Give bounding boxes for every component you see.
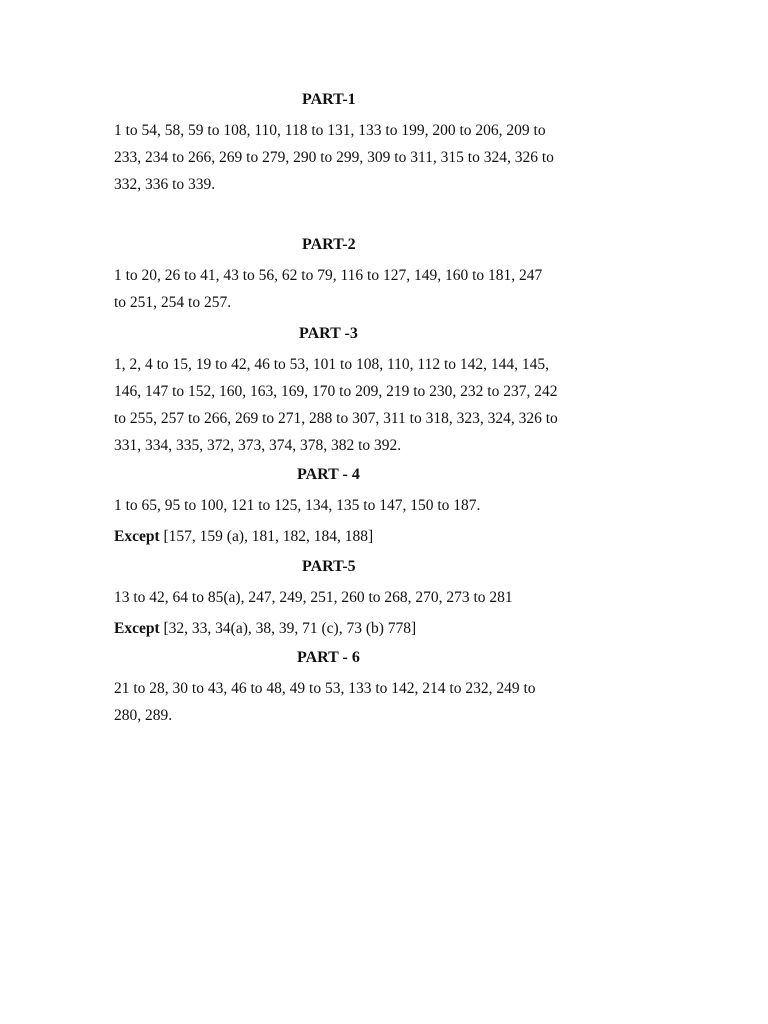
part-2-text — [114, 262, 604, 316]
part-4-heading: PART - 4 — [297, 466, 360, 483]
part-3-heading: PART -3 — [299, 325, 358, 342]
part-2-line: 1 to 20, 26 to 41, 43 to 56, 62 to 79, 116 to 127, 149, 160 to 181, 247 — [114, 267, 543, 284]
part-1-text — [114, 117, 604, 198]
part-4-text — [114, 492, 604, 519]
part-1-line: 233, 234 to 266, 269 to 279, 290 to 299, 309 to 311, 315 to 324, 326 to — [114, 149, 554, 166]
part-5-except-text: [32, 33, 34(a), 38, 39, 71 (c), 73 (b) 778] — [159, 620, 417, 637]
part-3-line: 1, 2, 4 to 15, 19 to 42, 46 to 53, 101 to 108, 110, 112 to 142, 144, 145, — [114, 356, 550, 373]
part-1-heading: PART-1 — [302, 91, 356, 108]
part-5-line: 13 to 42, 64 to 85(a), 247, 249, 251, 260 to 268, 270, 273 to 281 — [114, 589, 513, 606]
part-1-line: 332, 336 to 339. — [114, 176, 216, 193]
part-5-except-label: Except — [114, 620, 160, 637]
part-3-line: 146, 147 to 152, 160, 163, 169, 170 to 209, 219 to 230, 232 to 237, 242 — [114, 383, 558, 400]
part-5-text — [114, 584, 604, 611]
part-5-except — [114, 615, 604, 642]
part-6-line: 21 to 28, 30 to 43, 46 to 48, 49 to 53, 133 to 142, 214 to 232, 249 to — [114, 680, 536, 697]
part-2-heading: PART-2 — [302, 236, 356, 253]
part-3-line: 331, 334, 335, 372, 373, 374, 378, 382 to 392. — [114, 437, 402, 454]
part-5-heading: PART-5 — [302, 558, 356, 575]
part-4-except-text: [157, 159 (a), 181, 182, 184, 188] — [159, 528, 374, 545]
part-3-line: to 255, 257 to 266, 269 to 271, 288 to 307, 311 to 318, 323, 324, 326 to — [114, 410, 558, 427]
part-6-heading: PART - 6 — [297, 649, 360, 666]
part-6-text — [114, 675, 604, 729]
part-2-line: to 251, 254 to 257. — [114, 294, 232, 311]
part-4-except — [114, 523, 604, 550]
part-1-line: 1 to 54, 58, 59 to 108, 110, 118 to 131, 133 to 199, 200 to 206, 209 to — [114, 122, 546, 139]
part-4-except-label: Except — [114, 528, 160, 545]
part-3-text — [114, 351, 604, 459]
part-6-line: 280, 289. — [114, 707, 173, 724]
part-4-line: 1 to 65, 95 to 100, 121 to 125, 134, 135 to 147, 150 to 187. — [114, 497, 481, 514]
